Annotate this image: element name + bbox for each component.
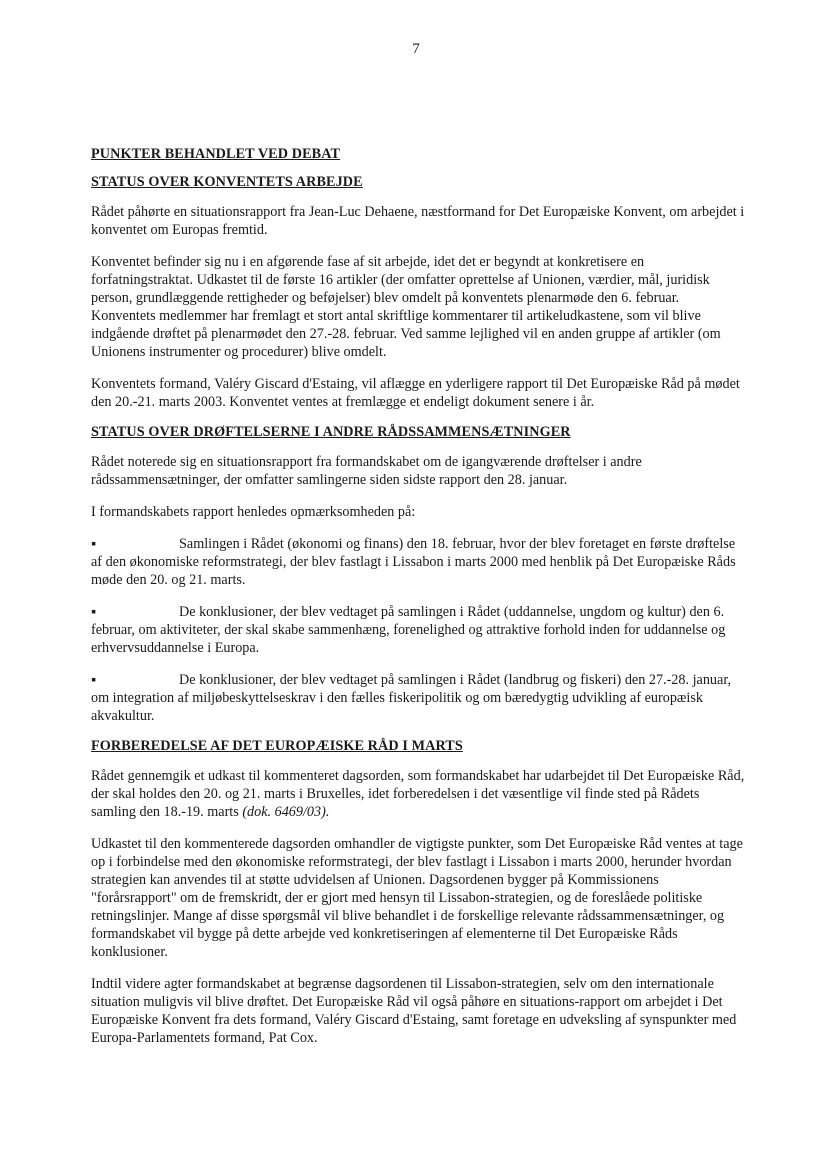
bullet-marker: ▪ — [91, 672, 97, 688]
paragraph: Rådet noterede sig en situationsrapport fra formandskabet om de igangværende drøftelser i andre rådssammensætninger, der omfatter samlingerne siden sidste rapport den 28. januar. — [91, 454, 642, 488]
paragraph: I formandskabets rapport henledes opmærksomheden på: — [91, 504, 416, 520]
section-heading-raadssammensaetninger: STATUS OVER DRØFTELSERNE I ANDRE RÅDSSAMMENSÆTNINGER — [91, 424, 571, 440]
section-heading-konvent: STATUS OVER KONVENTETS ARBEJDE — [91, 174, 363, 190]
list-item — [91, 535, 747, 589]
document-reference: (dok. 6469/03). — [242, 804, 330, 820]
paragraph: Konventets formand, Valéry Giscard d'Estaing, vil aflægge en yderligere rapport til Det Europæiske Råd på mødet den 20.-21. marts 2003. Konventet ventes at fremlægge et endeligt dokument senere i år. — [91, 376, 740, 410]
section-heading-det-europaeiske-raad: FORBEREDELSE AF DET EUROPÆISKE RÅD I MARTS — [91, 738, 463, 754]
paragraph: Indtil videre agter formandskabet at begrænse dagsordenen til Lissabon-strategien, selv om den internationale situation muligvis vil blive drøftet. Det Europæiske Råd vil også påhøre en situations-rapport om arbejdet i Det Europæiske Konvent fra dets formand, Valéry Giscard d'Estaing, samt foretage en udveksling af synspunkter med Europa-Parlamentets formand, Pat Cox. — [91, 976, 737, 1046]
list-item — [91, 671, 747, 725]
document-body — [91, 145, 747, 1047]
paragraph-text: Rådet gennemgik et udkast til kommenteret dagsorden, som formandskabet har udarbejdet til Det Europæiske Råd, der skal holdes den 20. og 21. marts i Bruxelles, idet forberedelsen i det væsentlige vil finde sted på Rådets samling den 18.-19. marts — [91, 768, 745, 820]
paragraph: Udkastet til den kommenterede dagsorden omhandler de vigtigste punkter, som Det Europæiske Råd ventes at tage op i forbindelse med den økonomiske reformstrategi, der blev fastlagt i Lissabon i marts 2000, herunder hvordan strategien kan anvendes til at støtte udvidelsen af Unionen. Dagsordenen bygger på Kommissionens "forårsrapport" om de fremskridt, der er gjort med hensyn til Lissabon-strategien, og de foreslåede politiske retningslinjer. Mange af disse spørgsmål vil blive behandlet i de forskellige relevante rådssammensætninger, og formandskabet vil bygge på dette arbejde ved konkretiseringen af elementerne til Det Europæiske Råds konklusioner. — [91, 836, 743, 960]
paragraph: Konventet befinder sig nu i en afgørende fase af sit arbejde, idet det er begyndt at konkretisere en forfatningstraktat. Udkastet til de første 16 artikler (der omfatter oprettelse af Unionen, værdier, mål, juridisk person, grundlæggende rettigheder og beføjelser) blev omdelt på konventets plenarmøde den 6. februar. Konventets medlemmer har fremlagt et stort antal skriftlige kommentarer til artikeludkastene, som vil blive indgående drøftet på plenarmødet den 27.-28. februar. Ved samme lejlighed vil en anden gruppe af artikler (om Unionens instrumenter og procedurer) blive omdelt. — [91, 254, 721, 360]
list-item-text: Samlingen i Rådet (økonomi og finans) den 18. februar, hvor der blev foretaget en første drøftelse af den økonomiske reformstrategi, der blev fastlagt i Lissabon i marts 2000 med henblik på Det Europæiske Råds møde den 20. og 21. marts. — [91, 536, 736, 588]
list-item-text: De konklusioner, der blev vedtaget på samlingen i Rådet (landbrug og fiskeri) den 27.-28. januar, om integration af miljøbeskyttelseskrav i den fælles fiskeripolitik og om bæredygtig udvikling af europæisk akvakultur. — [91, 672, 732, 724]
list-item — [91, 603, 747, 657]
paragraph: Rådet påhørte en situationsrapport fra Jean-Luc Dehaene, næstformand for Det Europæiske Konvent, om arbejdet i konventet om Europas fremtid. — [91, 204, 745, 238]
list-item-text: De konklusioner, der blev vedtaget på samlingen i Rådet (uddannelse, ungdom og kultur) den 6. februar, om aktiviteter, der skal skabe sammenhæng, forenelighed og attraktive forhold inden for uddannelse og erhvervsuddannelse i Europa. — [91, 604, 726, 656]
bullet-marker: ▪ — [91, 604, 97, 620]
main-heading: PUNKTER BEHANDLET VED DEBAT — [91, 146, 341, 162]
paragraph — [91, 767, 747, 821]
bullet-marker: ▪ — [91, 536, 97, 552]
page-number: 7 — [412, 41, 420, 57]
